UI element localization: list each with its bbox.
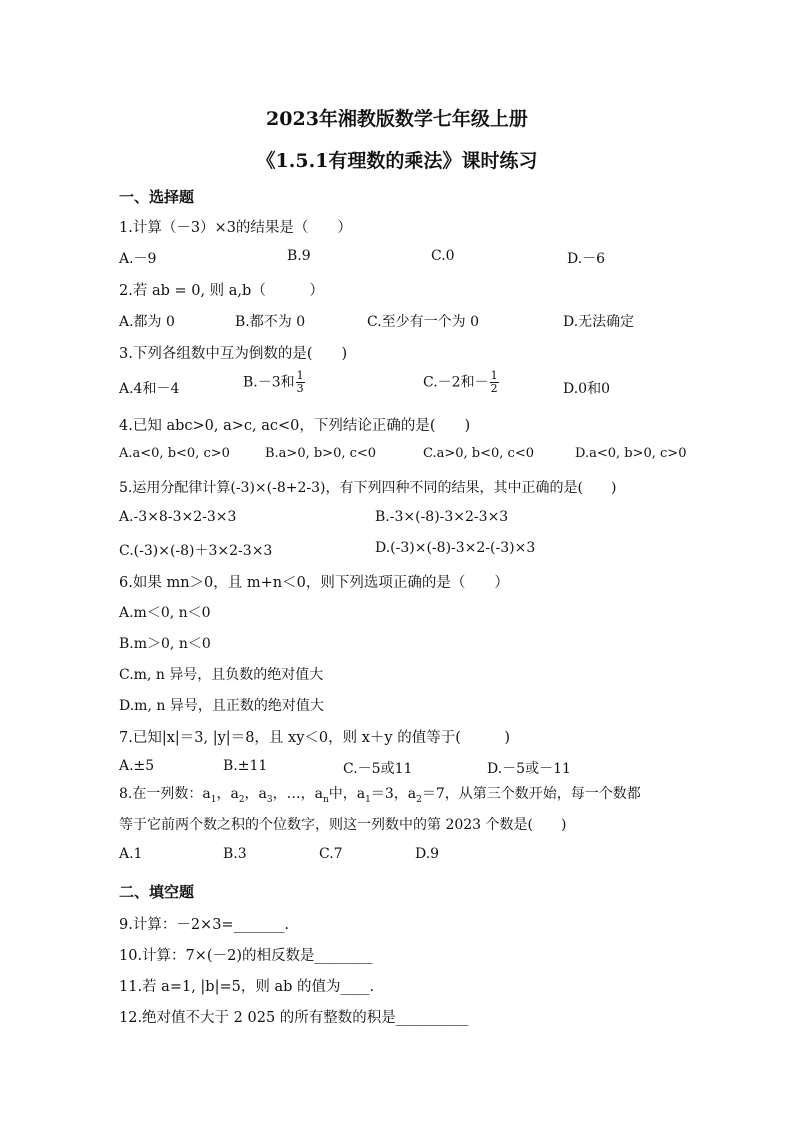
q7-option-c: C.－5或11 — [343, 761, 413, 777]
question-2: 2.若 ab = 0, 则 a,b（ ） — [119, 283, 324, 299]
q5-option-a: A.-3×8-3×2-3×3 — [119, 509, 237, 525]
question-3: 3.下列各组数中互为倒数的是( ) — [119, 346, 348, 362]
q1-option-c: C.0 — [431, 248, 455, 264]
page-title: 2023年湘教版数学七年级上册 — [266, 108, 528, 130]
q7-option-b: B.±11 — [223, 758, 268, 774]
q4-option-b: B.a>0, b>0, c<0 — [265, 446, 377, 461]
question-10: 10.计算：7×(－2)的相反数是________ — [119, 948, 373, 964]
q5-option-c: C.(-3)×(-8)＋3×2-3×3 — [119, 543, 273, 559]
q8-option-d: D.9 — [415, 846, 440, 862]
q4-option-d: D.a<0, b>0, c>0 — [575, 446, 687, 461]
q4-option-a: A.a<0, b<0, c>0 — [119, 446, 230, 461]
q7-option-d: D.－5或－11 — [487, 761, 571, 777]
q2-option-a: A.都为 0 — [119, 314, 175, 330]
question-1: 1.计算（－3）×3的结果是（ ） — [119, 220, 352, 236]
q3-option-c-label: C.－2和－ — [423, 374, 489, 391]
q6-option-d: D.m, n 异号，且正数的绝对值大 — [119, 698, 324, 714]
q2-option-b: B.都不为 0 — [235, 314, 306, 330]
q1-option-d: D.－6 — [567, 251, 606, 267]
q7-option-a: A.±5 — [119, 758, 155, 774]
q5-option-b: B.-3×(-8)-3×2-3×3 — [375, 509, 509, 525]
question-6: 6.如果 mn＞0，且 m+n＜0，则下列选项正确的是（ ） — [119, 575, 509, 591]
question-4: 4.已知 abc>0, a>c, ac<0，下列结论正确的是( ) — [119, 418, 471, 434]
q3-option-b-label: B.－3和 — [243, 374, 295, 391]
fraction-one-third: $\frac{1}{3}$ — [296, 369, 304, 395]
q8-option-a: A.1 — [119, 846, 143, 862]
section-heading-choice: 一、选择题 — [119, 188, 195, 206]
q2-option-d: D.无法确定 — [563, 314, 635, 330]
q5-option-d: D.(-3)×(-8)-3×2-(-3)×3 — [375, 540, 536, 556]
q2-option-c: C.至少有一个为 0 — [367, 314, 480, 330]
section-heading-fill-blank: 二、填空题 — [119, 883, 195, 901]
q3-option-c — [423, 370, 500, 395]
question-7: 7.已知|x|＝3, |y|＝8，且 xy＜0，则 x＋y 的值等于( ) — [119, 730, 511, 746]
q3-option-a: A.4和－4 — [119, 381, 180, 397]
q6-option-b: B.m＞0, n＜0 — [119, 636, 211, 652]
question-11: 11.若 a=1, |b|=5，则 ab 的值为____. — [119, 979, 375, 995]
q8-option-b: B.3 — [223, 846, 247, 862]
question-8-line-2: 等于它前两个数之积的个位数字，则这一列数中的第 2023 个数是( ) — [119, 817, 567, 833]
q8-option-c: C.7 — [319, 846, 343, 862]
question-9: 9.计算：－2×3=_______. — [119, 917, 289, 933]
question-5: 5.运用分配律计算(-3)×(-8+2-3)，有下列四种不同的结果，其中正确的是( ) — [119, 480, 617, 496]
q1-option-b: B.9 — [287, 248, 311, 264]
q6-option-c: C.m, n 异号，且负数的绝对值大 — [119, 667, 324, 683]
question-12: 12.绝对值不大于 2 025 的所有整数的积是__________ — [119, 1010, 469, 1026]
q3-option-b — [243, 370, 306, 395]
q3-option-d: D.0和0 — [563, 381, 610, 397]
page-subtitle: 《1.5.1有理数的乘法》课时练习 — [256, 150, 538, 172]
fraction-one-half: $\frac{1}{2}$ — [490, 369, 498, 395]
q6-option-a: A.m＜0, n＜0 — [119, 605, 211, 621]
q4-option-c: C.a>0, b<0, c<0 — [423, 446, 534, 461]
question-8: 8.在一列数：$a_1$，$a_2$，$a_3$，…，$a_n$中，$a_1=3$，$a_2=7$，从第三个数开始，每一个数都 — [119, 786, 641, 805]
q1-option-a: A.－9 — [119, 251, 157, 267]
